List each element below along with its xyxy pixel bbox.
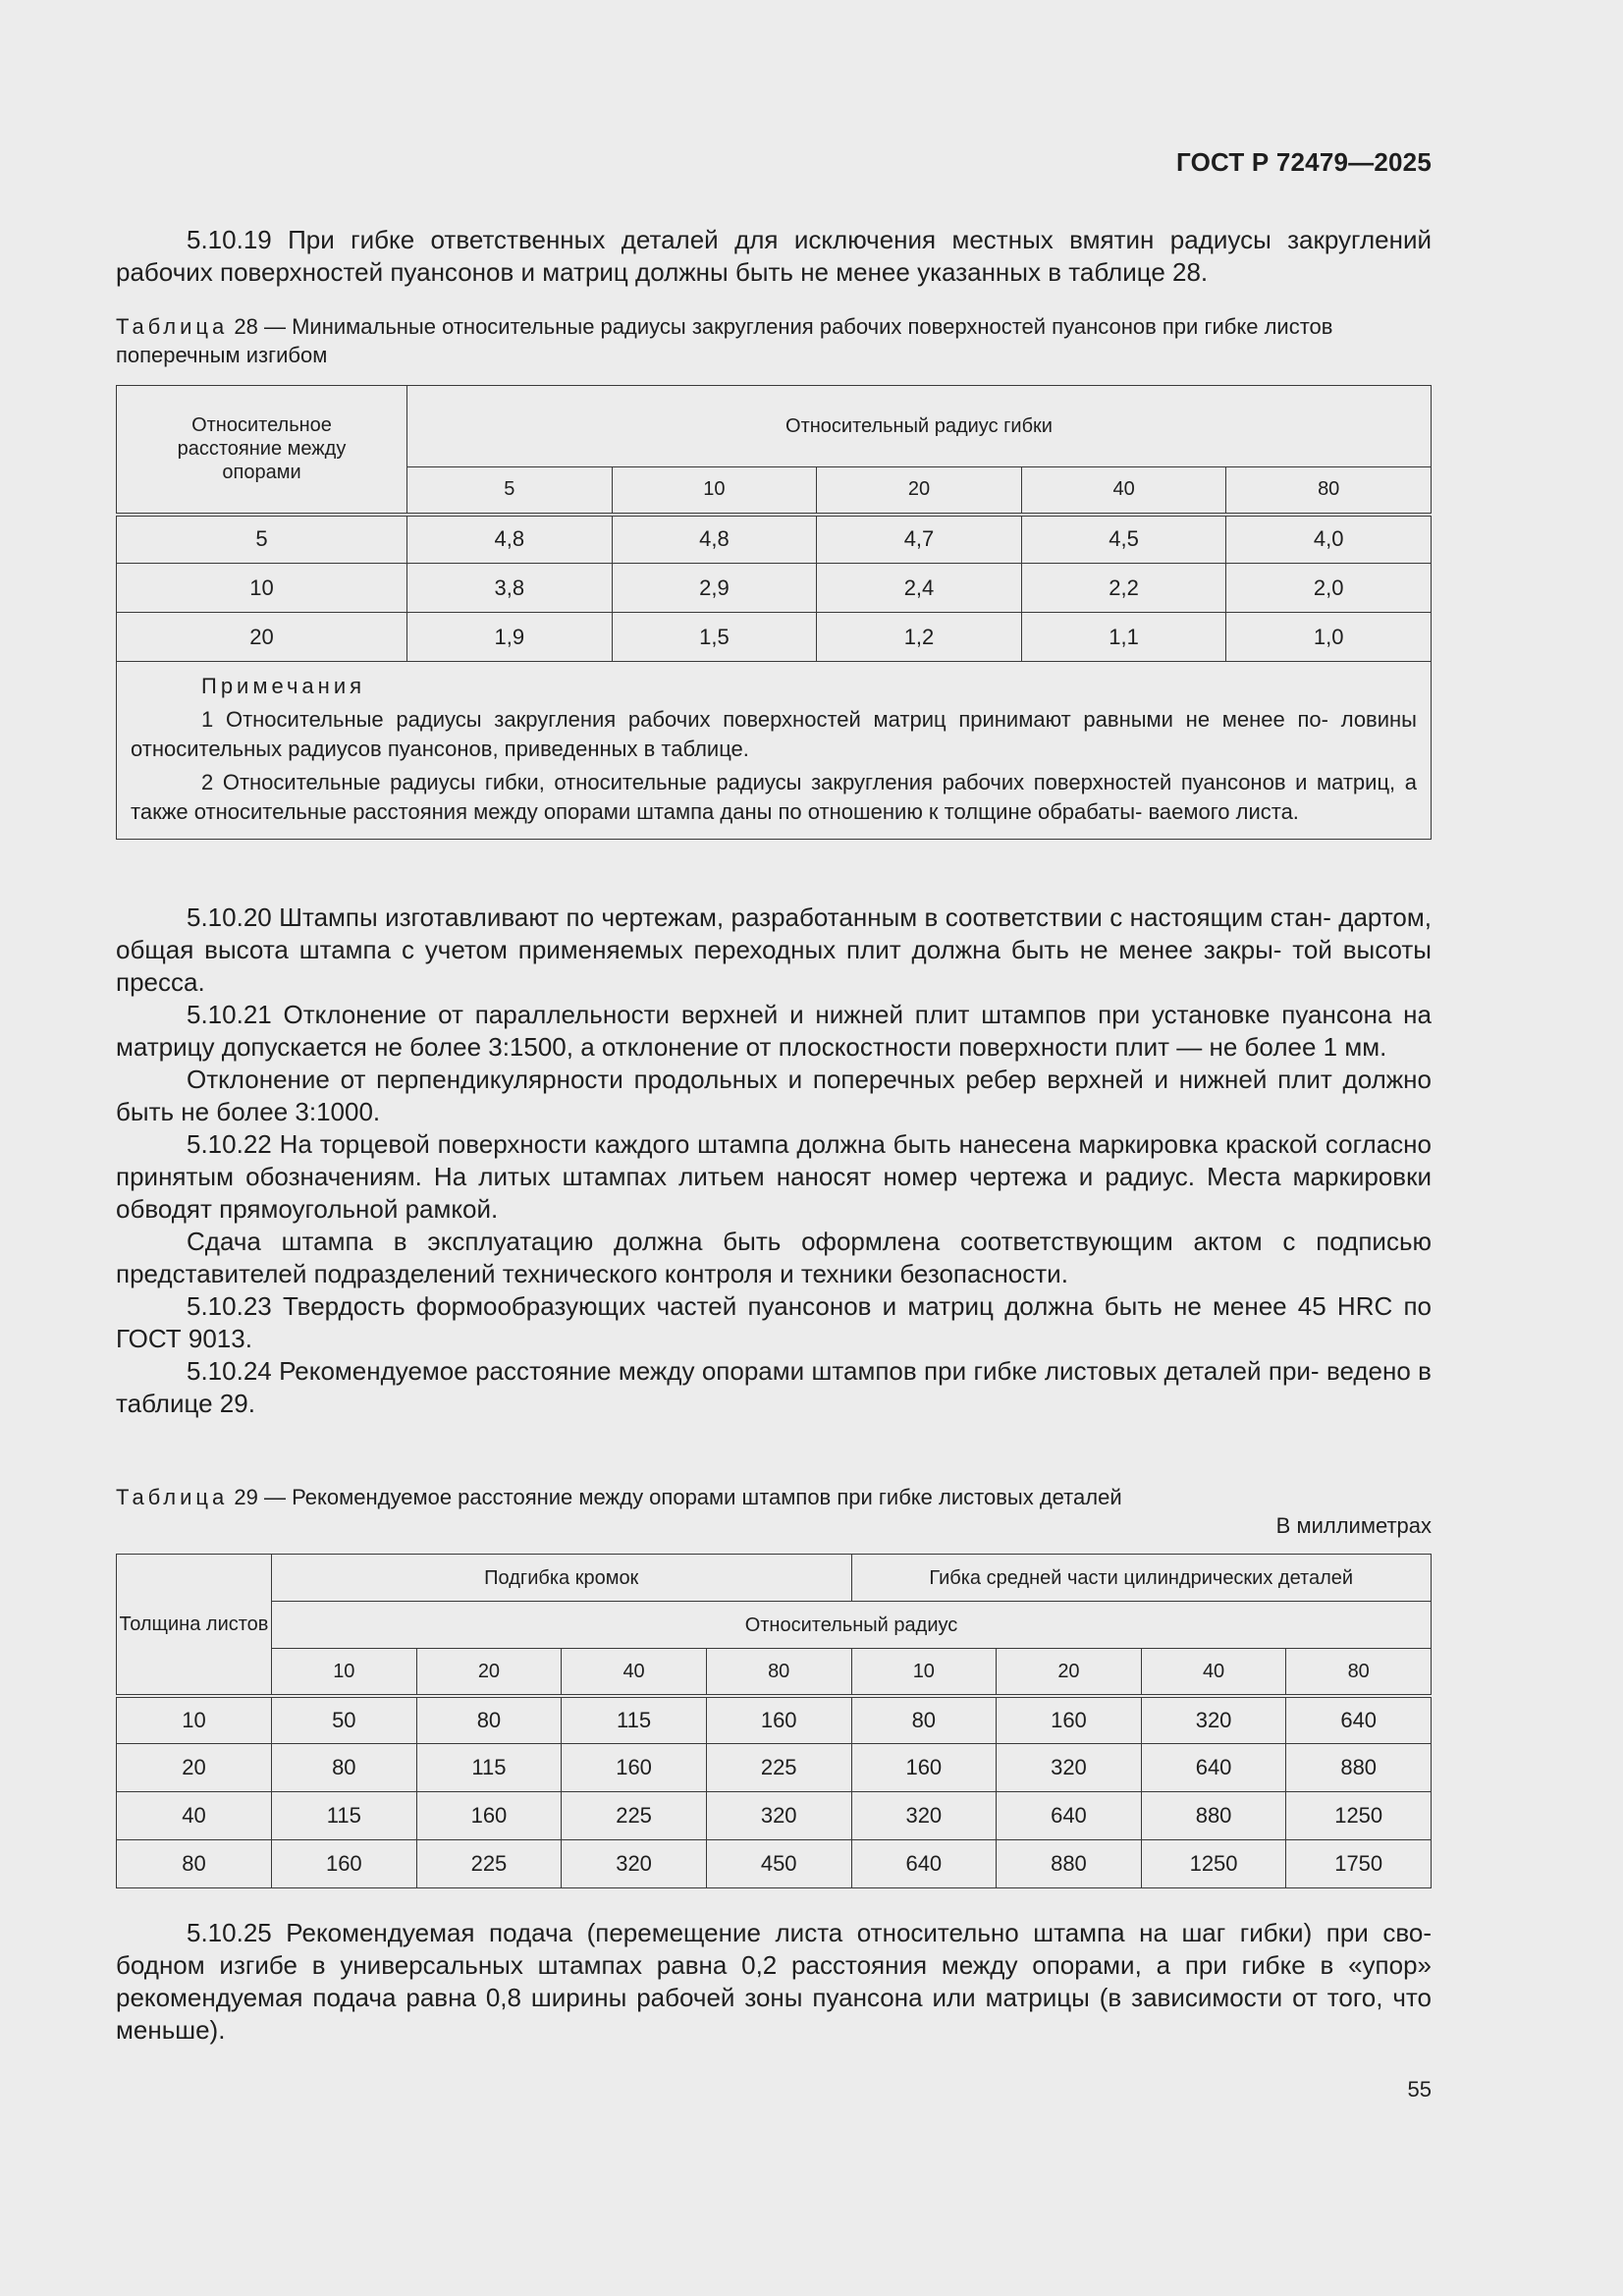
table-cell: 1,5 [612,613,817,662]
table-cell: 4,7 [817,515,1022,564]
table-cell: 640 [1141,1744,1286,1792]
table-cell: 160 [997,1696,1142,1744]
paragraph-text: 5.10.19 При гибке ответственных деталей для исключения местных вмятин радиусы закруглений рабочих поверхностей пуансонов и матриц должны быть не менее указанных в таблице 28. [116,225,1432,287]
document-id-header: ГОСТ Р 72479—2025 [1176,147,1432,177]
row-label: 10 [117,1696,272,1744]
table-row [117,515,1432,564]
column-header: 40 [1141,1649,1286,1696]
table-cell: 1,0 [1226,613,1432,662]
paragraph-5-10-24: 5.10.24 Рекомендуемое расстояние между опорами штампов при гибке листовых деталей при- ведено в таблице 29. [116,1356,1432,1418]
units-label: В миллиметрах [1275,1513,1432,1538]
table-cell: 4,8 [612,515,817,564]
column-header: 40 [1021,467,1226,515]
column-header: 80 [1226,467,1432,515]
row-label: 5 [117,515,407,564]
row-header: Толщина листов [117,1555,272,1696]
table-cell: 1250 [1286,1792,1432,1840]
table-cell: 320 [706,1792,851,1840]
table-cell: 225 [562,1792,707,1840]
table28-grid [116,385,1432,840]
table-cell: 1,2 [817,613,1022,662]
paragraphs-5-10-20-to-24 [116,902,1432,1420]
document-page [116,0,1432,2296]
table-cell: 450 [706,1840,851,1888]
table-cell: 640 [851,1840,997,1888]
row-header: Относительное расстояние между опорами [117,386,407,515]
table-cell: 225 [706,1744,851,1792]
table-cell: 640 [997,1792,1142,1840]
table-cell: 320 [851,1792,997,1840]
table-cell: 160 [851,1744,997,1792]
table-cell: 3,8 [407,564,613,613]
column-header: 20 [817,467,1022,515]
page-number: 55 [1407,2077,1432,2102]
table-row [117,613,1432,662]
table-row [117,1840,1432,1888]
table-word: Таблица [116,314,229,339]
table-cell: 320 [997,1744,1142,1792]
paragraph-text: 5.10.25 Рекомендуемая подача (перемещение листа относительно штампа на шаг гибки) при сво- бодном изгибе в универсальных штампах равна 0,2 расстояния между опорами, а при гибке в «упор» рекомендуемая подача равна 0,8 ширины рабочей зоны пуансона или матрицы (в зависимости от того, что меньше). [116,1918,1432,2045]
column-header: 20 [416,1649,562,1696]
column-header: 80 [1286,1649,1432,1696]
paragraph-5-10-21-cont: Отклонение от перпендикулярности продольных и поперечных ребер верхней и нижней плит должно быть не более 3:1000. [116,1065,1432,1126]
table-cell: 320 [562,1840,707,1888]
table-cell: 225 [416,1840,562,1888]
table-cell: 115 [272,1792,417,1840]
table-cell: 2,9 [612,564,817,613]
caption-text: 29 — Рекомендуемое расстояние между опорами штампов при гибке листовых деталей [228,1485,1122,1509]
table-cell: 80 [416,1696,562,1744]
table-row [117,564,1432,613]
table-cell: 880 [1141,1792,1286,1840]
table-cell: 80 [851,1696,997,1744]
column-header: 10 [272,1649,417,1696]
table-row [117,1744,1432,1792]
table-cell: 1250 [1141,1840,1286,1888]
note-1: 1 Относительные радиусы закругления рабочих поверхностей матриц принимают равными не менее по- ловины относительных радиусов пуансонов, приведенных в таблице. [131,707,1417,761]
table-cell: 2,0 [1226,564,1432,613]
table-cell: 2,4 [817,564,1022,613]
table28-notes [117,662,1432,840]
table-word: Таблица [116,1485,229,1509]
table-cell: 80 [272,1744,417,1792]
sub-header-relative-radius: Относительный радиус [272,1602,1432,1649]
row-label: 20 [117,1744,272,1792]
table-cell: 1,1 [1021,613,1226,662]
column-header: 5 [407,467,613,515]
table-cell: 4,0 [1226,515,1432,564]
paragraph-5-10-25 [116,1917,1432,2047]
table-29 [116,1554,1432,1888]
column-header: 10 [612,467,817,515]
column-header: 80 [706,1649,851,1696]
table-cell: 640 [1286,1696,1432,1744]
group-header-middle-bending: Гибка средней части цилиндрических деталей [851,1555,1432,1602]
table-cell: 160 [562,1744,707,1792]
paragraph-5-10-23: 5.10.23 Твердость формообразующих частей пуансонов и матриц должна быть не менее 45 HRC по ГОСТ 9013. [116,1291,1432,1353]
table29-grid [116,1554,1432,1888]
table-cell: 115 [416,1744,562,1792]
row-label: 20 [117,613,407,662]
table-cell: 160 [272,1840,417,1888]
table-row [117,1792,1432,1840]
paragraph-5-10-19 [116,224,1432,289]
column-header: 20 [997,1649,1142,1696]
table28-caption [116,312,1432,369]
paragraph-5-10-20: 5.10.20 Штампы изготавливают по чертежам, разработанным в соответствии с настоящим стан- дартом, общая высота штампа с учетом применяемых переходных плит должна быть не менее закры- той высоты пресса. [116,902,1432,997]
paragraph-5-10-22-cont: Сдача штампа в эксплуатацию должна быть оформлена соответствующим актом с подписью представителей подразделений технического контроля и техники безопасности. [116,1227,1432,1288]
column-group-header: Относительный радиус гибки [407,386,1432,467]
column-header: 10 [851,1649,997,1696]
table-cell: 160 [416,1792,562,1840]
table-cell: 1750 [1286,1840,1432,1888]
note-2: 2 Относительные радиусы гибки, относительные радиусы закругления рабочих поверхностей пуансонов и матриц, а также относительные расстояния между опорами штампа даны по отношению к толщине обрабаты- ваемого листа. [131,770,1417,824]
table-row [117,1696,1432,1744]
table-cell: 1,9 [407,613,613,662]
table-cell: 4,5 [1021,515,1226,564]
column-header-row [117,1649,1432,1696]
table-cell: 880 [997,1840,1142,1888]
row-label: 40 [117,1792,272,1840]
paragraph-5-10-22: 5.10.22 На торцевой поверхности каждого штампа должна быть нанесена маркировка краской согласно принятым обозначениям. На литых штампах литьем наносят номер чертежа и радиус. Места маркировки обводят прямоугольной рамкой. [116,1129,1432,1224]
column-header: 40 [562,1649,707,1696]
row-label: 80 [117,1840,272,1888]
table29-caption [116,1483,1432,1540]
table-cell: 2,2 [1021,564,1226,613]
table-28 [116,385,1432,840]
table-cell: 50 [272,1696,417,1744]
row-label: 10 [117,564,407,613]
table-cell: 115 [562,1696,707,1744]
table-cell: 160 [706,1696,851,1744]
caption-text: 28 — Минимальные относительные радиусы закругления рабочих поверхностей пуансонов при гибке листов поперечным изгибом [116,314,1333,367]
table28-body [117,515,1432,662]
group-header-edge-bending: Подгибка кромок [272,1555,852,1602]
notes-title: Примечания [201,674,366,698]
table-cell: 4,8 [407,515,613,564]
table29-body [117,1696,1432,1888]
paragraph-5-10-21: 5.10.21 Отклонение от параллельности верхней и нижней плит штампов при установке пуансона на матрицу допускается не более 3:1500, а отклонение от плоскостности поверхности плит — не более 1 мм. [116,1000,1432,1062]
table-cell: 320 [1141,1696,1286,1744]
table-cell: 880 [1286,1744,1432,1792]
